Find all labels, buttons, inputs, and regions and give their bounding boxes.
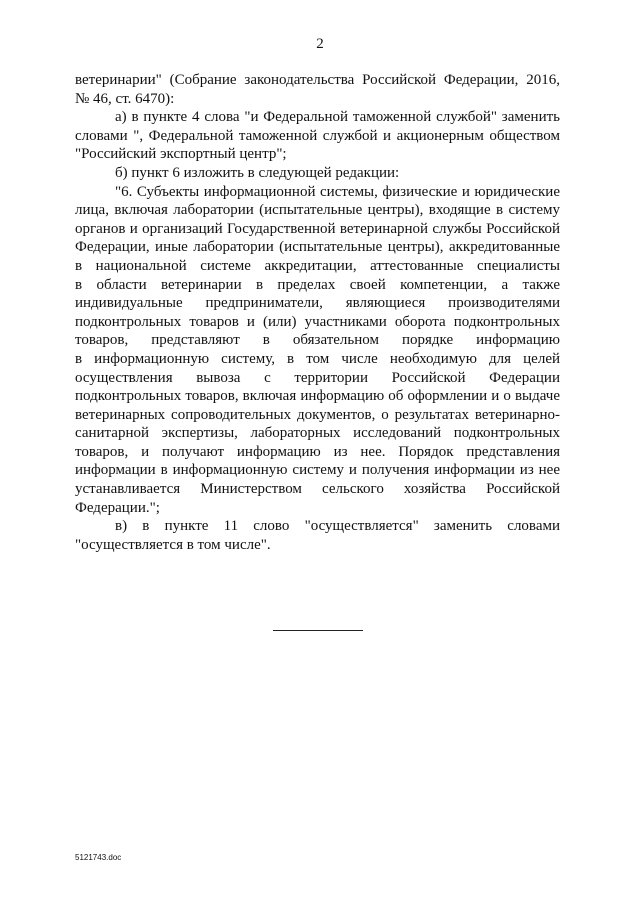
text-line: Федерации, иные лаборатории (испытательные центры), аккредитованные <box>75 239 560 256</box>
text-line: товаров, и получают информацию из нее. Порядок представления <box>75 443 560 460</box>
page-number: 2 <box>316 36 324 52</box>
text-line: № 46, ст. 6470): <box>75 90 175 107</box>
text-line: в информационную систему, в том числе необходимую для целей <box>75 350 560 367</box>
text-line: подконтрольных товаров, включая информацию об оформлении и о выдаче <box>75 388 560 405</box>
text-line: "осуществляется в том числе". <box>75 536 271 553</box>
file-name: 5121743.doc <box>75 853 122 862</box>
text-line: "Российский экспортный центр"; <box>75 146 287 163</box>
text-line: органов и организаций Государственной ветеринарной службы Российской <box>75 220 560 237</box>
text-line: б) пункт 6 изложить в следующей редакции: <box>115 164 400 181</box>
separator-line <box>273 630 363 631</box>
document-body <box>75 71 560 554</box>
text-line: в области ветеринарии в пределах своей компетенции, а также <box>75 276 560 293</box>
text-line: в национальной системе аккредитации, аттестованные специалисты <box>75 257 560 274</box>
text-line: Федерации."; <box>75 499 160 516</box>
text-line: осуществления вывоза с территории Российской Федерации <box>75 369 560 386</box>
text-line: лица, включая лаборатории (испытательные центры), входящие в систему <box>75 202 560 219</box>
text-line: товаров, представляют в обязательном порядке информацию <box>75 332 560 349</box>
text-line: информации в информационную систему и получения информации из нее <box>75 462 560 479</box>
text-line: устанавливается Министерством сельского хозяйства Российской <box>75 481 560 498</box>
text-line: "6. Субъекты информационной системы, физические и юридические <box>115 183 560 200</box>
text-line: ветеринарных сопроводительных документов, о результатах ветеринарно- <box>75 406 560 423</box>
text-line: подконтрольных товаров и (или) участниками оборота подконтрольных <box>75 313 560 330</box>
text-line: словами ", Федеральной таможенной службой и акционерным обществом <box>75 127 560 144</box>
text-line: в) в пункте 11 слово "осуществляется" заменить словами <box>115 518 560 535</box>
text-line: ветеринарии" (Собрание законодательства Российской Федерации, 2016, <box>75 72 560 88</box>
text-line: а) в пункте 4 слова "и Федеральной таможенной службой" заменить <box>115 109 560 126</box>
text-line: индивидуальные предприниматели, являющиеся производителями <box>75 295 560 312</box>
text-line: санитарной экспертизы, лабораторных исследований подконтрольных <box>75 425 560 442</box>
